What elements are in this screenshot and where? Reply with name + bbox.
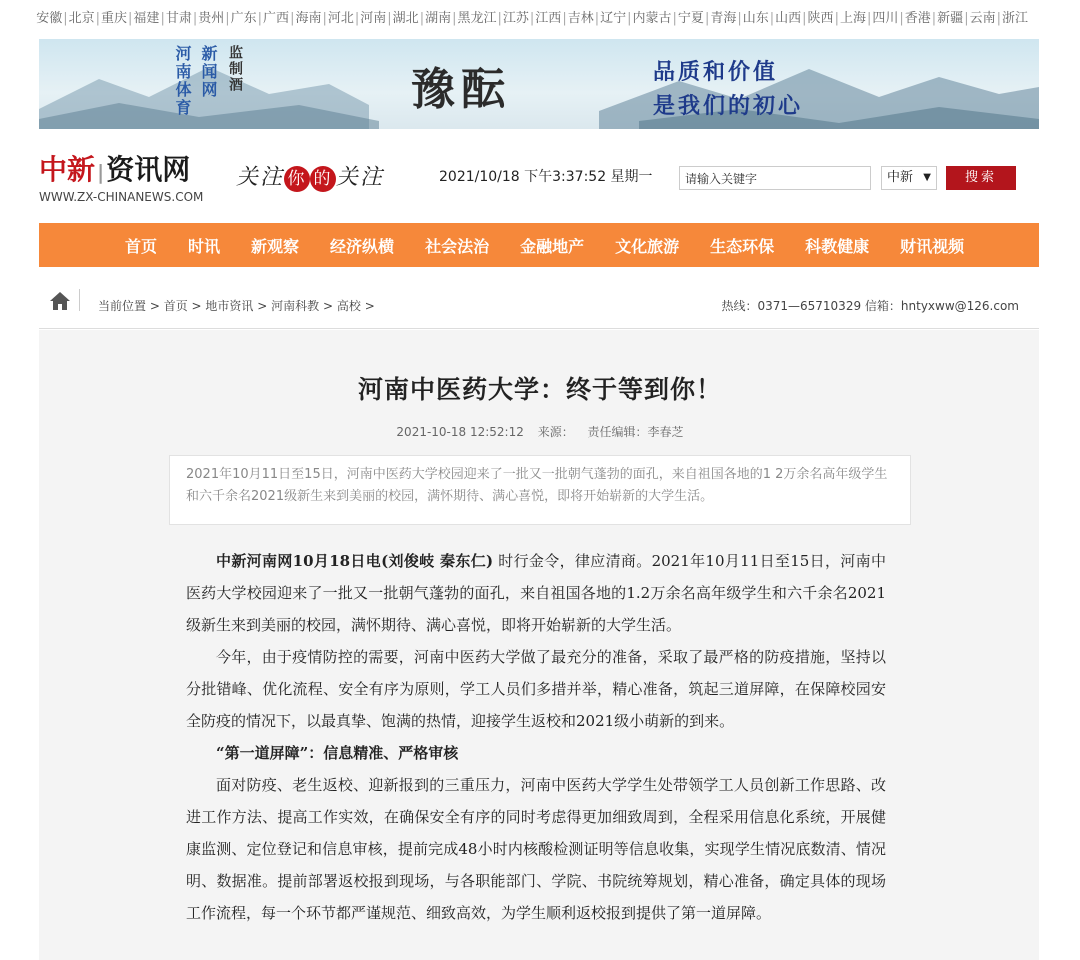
- region-links: [0, 0, 1080, 38]
- logo-dark-text: 资讯网: [106, 153, 191, 186]
- separator: |: [866, 11, 872, 26]
- nav-item[interactable]: 金融地产: [520, 236, 585, 256]
- breadcrumb-bar: [39, 285, 1039, 329]
- divider: [79, 289, 80, 311]
- banner-brand: 豫酝: [411, 64, 511, 115]
- separator: |: [63, 11, 68, 26]
- breadcrumb: 当前位置 > 首页 > 地市资讯 > 河南科教 > 高校 >: [98, 299, 375, 313]
- region-link[interactable]: 湖北: [392, 11, 419, 26]
- breadcrumb-link[interactable]: 地市资讯: [205, 299, 254, 313]
- separator: |: [627, 11, 632, 26]
- region-link[interactable]: 吉林: [567, 11, 594, 26]
- focus-de: 的: [310, 166, 336, 192]
- region-link[interactable]: 湖南: [425, 11, 452, 26]
- separator: |: [452, 11, 457, 26]
- separator: |: [931, 11, 937, 26]
- separator: |: [192, 11, 198, 26]
- region-link[interactable]: 江苏: [502, 11, 529, 26]
- separator: |: [834, 11, 839, 26]
- region-link[interactable]: 内蒙古: [632, 11, 672, 26]
- separator: |: [672, 11, 677, 26]
- search-button[interactable]: 搜索: [946, 166, 1016, 190]
- separator: |: [387, 11, 392, 26]
- banner-slogan-1: 品质和价值: [653, 59, 779, 85]
- article-body: [186, 545, 886, 929]
- current-datetime: 2021/10/18 下午3:37:52 星期一: [439, 169, 653, 185]
- article-meta: [0, 423, 1080, 440]
- separator: |: [290, 11, 295, 26]
- site-logo[interactable]: [39, 148, 209, 204]
- separator: |: [257, 11, 263, 26]
- main-nav: [39, 223, 1039, 267]
- focus-right: 关注: [336, 165, 385, 190]
- article-date: 2021-10-18 12:52:12: [396, 425, 524, 439]
- logo-red-text: 中新: [39, 153, 96, 186]
- separator: |: [704, 11, 710, 26]
- separator: |: [95, 11, 101, 26]
- separator: |: [225, 11, 230, 26]
- region-link[interactable]: 黑龙江: [457, 11, 497, 26]
- banner-text-col1: 河南体育: [173, 45, 192, 117]
- banner-slogan-2: 是我们的初心: [653, 93, 804, 119]
- region-link[interactable]: 广西: [263, 11, 290, 26]
- article-title: 河南中医药大学：终于等到你！: [357, 375, 722, 404]
- focus-slogan: [236, 160, 384, 192]
- region-link[interactable]: 宁夏: [677, 11, 704, 26]
- region-link[interactable]: 重庆: [101, 11, 128, 26]
- breadcrumb-prefix: 当前位置 >: [98, 299, 160, 313]
- separator: |: [322, 11, 327, 26]
- paragraph-2: 今年，由于疫情防控的需要，河南中医药大学做了最充分的准备，采取了最严格的防疫措施，坚持以分批错峰、优化流程、安全有序为原则，学工人员们多措并举，精心准备，筑起三道屏障，在保障校园安全防疫的情况下，以最真挚、饱满的热情，迎接学生返校和2021级小萌新的到来。: [186, 648, 886, 730]
- banner-text-col3: 监制酒: [227, 45, 243, 93]
- article-summary: 2021年10月11日至15日，河南中医药大学校园迎来了一批又一批朝气蓬勃的面孔，来自祖国各地的1 2万余名高年级学生和六千余名2021级新生来到美丽的校园，满怀期待、满心喜悦，即将开始崭新的大学生活。: [169, 455, 911, 525]
- hotline-info: 热线：0371—65710329 信箱：hntyxww@126.com: [721, 299, 1019, 313]
- region-link[interactable]: 贵州: [198, 11, 225, 26]
- chevron-down-icon: ▼: [923, 172, 931, 183]
- paragraph-3: 面对防疫、老生返校、迎新报到的三重压力，河南中医药大学学生处带领学工人员创新工作思路、改进工作方法、提高工作实效，在确保安全有序的同时考虑得更加细致周到，全程采用信息化系统，开展健康监测、定位登记和信息审核，提前完成48小时内核酸检测证明等信息收集，实现学生情况底数清、情况明、数据准。提前部署返校报到现场，与各职能部门、学院、书院统筹规划，精心准备，确定具体的现场工作流程，每一个环节都严谨规范、细致高效，为学生顺利返校报到提供了第一道屏障。: [186, 776, 886, 922]
- region-link[interactable]: 河南: [360, 11, 387, 26]
- paragraph-1-text: 时行金令，律应清商。2021年10月11日至15日，河南中医药大学校园迎来了一批又一批朝气蓬勃的面孔，来自祖国各地的1.2万余名高年级学生和六千余名2021级新生来到美丽的校园，满怀期待、满心喜悦，即将开始崭新的大学生活。: [186, 552, 886, 634]
- banner-text-col2: 新闻网: [199, 45, 218, 99]
- region-link[interactable]: 广东: [230, 11, 257, 26]
- region-link[interactable]: 北京: [68, 11, 95, 26]
- region-link[interactable]: 云南: [969, 11, 996, 26]
- region-link[interactable]: 江西: [535, 11, 562, 26]
- region-link[interactable]: 海南: [295, 11, 322, 26]
- region-link[interactable]: 福建: [133, 11, 160, 26]
- region-link[interactable]: 辽宁: [600, 11, 627, 26]
- region-link[interactable]: 陕西: [807, 11, 834, 26]
- separator: |: [594, 11, 600, 26]
- separator: |: [128, 11, 133, 26]
- separator: |: [160, 11, 165, 26]
- nav-item[interactable]: 生态环保: [710, 236, 775, 256]
- search-scope-select[interactable]: [881, 166, 937, 190]
- banner-ad[interactable]: [39, 39, 1039, 129]
- region-link[interactable]: 四川: [872, 11, 899, 26]
- paragraph-1: [186, 545, 886, 641]
- separator: |: [562, 11, 567, 26]
- nav-item[interactable]: 社会法治: [425, 236, 490, 256]
- nav-item[interactable]: 新观察: [251, 236, 300, 256]
- region-link[interactable]: 甘肃: [165, 11, 192, 26]
- subheading: “第一道屏障”：信息精准、严格审核: [216, 744, 459, 762]
- nav-item[interactable]: 时讯: [188, 236, 221, 256]
- dateline: 中新河南网10月18日电(刘俊岐 秦东仁): [216, 552, 494, 570]
- nav-item[interactable]: 财讯视频: [900, 236, 965, 256]
- article-editor: 责任编辑：李春芝: [587, 425, 684, 439]
- breadcrumb-link[interactable]: 河南科教: [271, 299, 320, 313]
- separator: |: [802, 11, 807, 26]
- focus-ni: 你: [284, 166, 310, 192]
- search-scope-value: 中新: [887, 170, 914, 185]
- region-link[interactable]: 浙江: [1001, 11, 1028, 26]
- region-link[interactable]: 新疆: [937, 11, 964, 26]
- article-source: 来源：: [537, 425, 574, 439]
- separator: |: [354, 11, 360, 26]
- search-input[interactable]: [679, 166, 871, 190]
- logo-wordmark: 中新 |资讯网: [39, 153, 191, 186]
- separator: |: [899, 11, 904, 26]
- separator: |: [737, 11, 742, 26]
- breadcrumb-link[interactable]: 首页: [163, 299, 188, 313]
- separator: |: [996, 11, 1001, 26]
- nav-item[interactable]: 经济纵横: [330, 236, 395, 256]
- region-link[interactable]: 山东: [742, 11, 769, 26]
- region-link[interactable]: 香港: [904, 11, 931, 26]
- region-link[interactable]: 青海: [710, 11, 737, 26]
- logo-url: WWW.ZX-CHINANEWS.COM: [39, 190, 204, 204]
- breadcrumb-link[interactable]: 高校: [336, 299, 361, 313]
- region-link[interactable]: 安徽: [36, 11, 63, 26]
- home-icon[interactable]: [49, 291, 71, 311]
- region-link[interactable]: 山西: [775, 11, 802, 26]
- separator: |: [529, 11, 535, 26]
- separator: |: [419, 11, 425, 26]
- region-link[interactable]: 上海: [839, 11, 866, 26]
- separator: |: [964, 11, 969, 26]
- region-link[interactable]: 河北: [327, 11, 354, 26]
- separator: |: [497, 11, 502, 26]
- nav-item[interactable]: 科教健康: [805, 236, 870, 256]
- nav-item[interactable]: 文化旅游: [615, 236, 680, 256]
- focus-left: 关注: [236, 165, 285, 190]
- nav-item[interactable]: 首页: [125, 236, 158, 256]
- separator: |: [769, 11, 775, 26]
